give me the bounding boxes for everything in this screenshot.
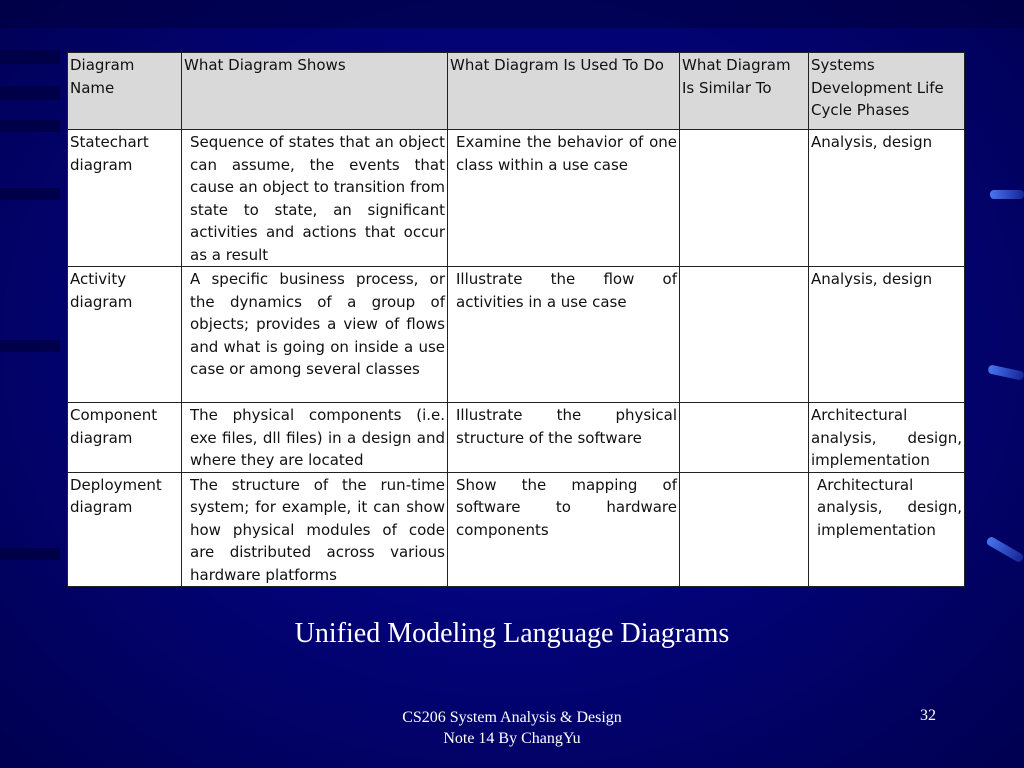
uml-diagram-table: [67, 52, 965, 587]
background-stripe: [0, 50, 60, 64]
decorative-streak: [985, 536, 1024, 564]
uml-diagram-table-container: [67, 52, 964, 584]
header-what-diagram-is-used-to-do: What Diagram Is Used To Do: [448, 53, 680, 130]
table-row: [68, 267, 965, 403]
cell-what-shows: Sequence of states that an object can assume, the events that cause an object to transition from state to state, an significant activities and actions that occur as a result: [182, 130, 448, 267]
cell-similar-to: [680, 403, 809, 473]
cell-phases: Analysis, design: [809, 130, 965, 267]
cell-phases: Analysis, design: [809, 267, 965, 403]
cell-used-to: Examine the behavior of one class within a use case: [448, 130, 680, 267]
footer-author-line: Note 14 By ChangYu: [443, 730, 581, 747]
cell-used-to: Illustrate the physical structure of the software: [448, 403, 680, 473]
cell-what-shows: The physical components (i.e. exe files, dll files) in a design and where they are located: [182, 403, 448, 473]
background-stripe: [0, 548, 60, 560]
cell-similar-to: [680, 267, 809, 403]
cell-similar-to: [680, 130, 809, 267]
page-number: 32: [920, 707, 936, 724]
cell-similar-to: [680, 472, 809, 587]
background-stripe: [0, 340, 60, 352]
table-row: [68, 130, 965, 267]
cell-diagram-name: Activity diagram: [68, 267, 182, 403]
header-diagram-name: Diagram Name: [68, 53, 182, 130]
cell-diagram-name: Deployment diagram: [68, 472, 182, 587]
cell-phases: Architectural analysis, design, implementation: [809, 472, 965, 587]
cell-phases: Architectural analysis, design, implementation: [809, 403, 965, 473]
cell-what-shows: The structure of the run-time system; for example, it can show how physical modules of code are distributed across various hardware platforms: [182, 472, 448, 587]
background-stripe: [0, 86, 60, 100]
background-stripe: [0, 120, 60, 132]
slide-footer: [362, 707, 662, 749]
background-stripe: [0, 188, 60, 200]
cell-what-shows: A specific business process, or the dynamics of a group of objects; provides a view of flows and what is going on inside a use case or among several classes: [182, 267, 448, 403]
table-row: [68, 472, 965, 587]
table-header-row: [68, 53, 965, 130]
header-what-diagram-shows: What Diagram Shows: [182, 53, 448, 130]
cell-diagram-name: Component diagram: [68, 403, 182, 473]
cell-used-to: Illustrate the flow of activities in a use case: [448, 267, 680, 403]
footer-course-line: CS206 System Analysis & Design: [402, 709, 622, 726]
decorative-streak: [987, 364, 1024, 380]
header-what-diagram-is-similar-to: What Diagram Is Similar To: [680, 53, 809, 130]
table-row: [68, 403, 965, 473]
header-sdlc-phases: Systems Development Life Cycle Phases: [809, 53, 965, 130]
slide-title: Unified Modeling Language Diagrams: [294, 618, 730, 649]
cell-used-to: Show the mapping of software to hardware components: [448, 472, 680, 587]
cell-diagram-name: Statechart diagram: [68, 130, 182, 267]
decorative-streak: [990, 190, 1024, 199]
background-stripe: [0, 0, 1024, 28]
